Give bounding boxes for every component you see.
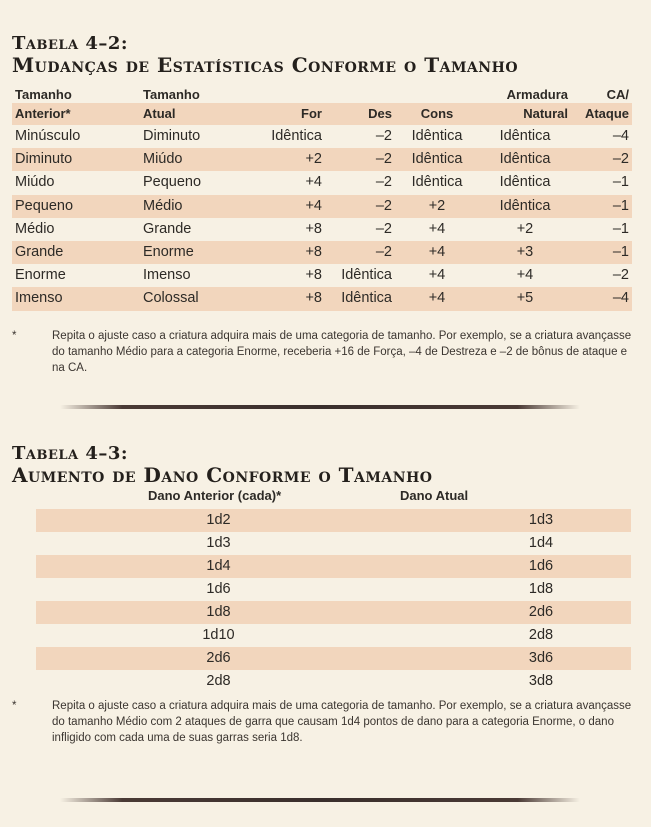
previous-damage-cell: 1d8 (206, 604, 231, 620)
previous-damage-cell: 1d4 (206, 558, 231, 574)
table-cell: –2 (375, 220, 392, 237)
previous-damage-cell: 1d3 (206, 535, 231, 551)
table-cell: –1 (612, 174, 629, 191)
section-divider (60, 798, 580, 804)
table-row (36, 555, 631, 578)
col-header-top: Tamanho (15, 87, 72, 102)
col-header-str: For (240, 103, 325, 125)
table-cell: Colossal (143, 290, 199, 307)
table-cell: –2 (375, 197, 392, 214)
table-cell: +4 (428, 244, 446, 261)
table-cell: +2 (305, 151, 322, 168)
table-row (36, 601, 631, 624)
current-damage-cell: 1d4 (528, 535, 554, 551)
footnote-marker: * (12, 700, 17, 712)
table-cell: Imenso (15, 290, 63, 307)
table-row (12, 264, 632, 287)
footnote-text: Repita o ajuste caso a criatura adquira mais de uma categoria de tamanho. Por exemplo, se a criatura avançasse do tamanho Médio com 2 ataques de garra que causam 1d4 pontos de dano para a categoria Enorme, o dano infligido com cada uma de suas garras seria 1d8. (52, 700, 632, 744)
table-cell: –4 (612, 290, 629, 307)
table-cell: +2 (516, 220, 534, 237)
table-cell: –2 (375, 151, 392, 168)
current-damage-cell: 1d6 (528, 558, 554, 574)
table-cell: Idêntica (411, 128, 463, 144)
col-header-top: Tamanho (143, 87, 200, 102)
previous-damage-cell: 2d6 (206, 650, 231, 666)
table-cell: Médio (143, 197, 183, 214)
col-header-natural-armor: Natural (479, 103, 571, 125)
table-cell: Pequeno (15, 197, 74, 214)
table-cell: –2 (375, 128, 392, 144)
table-header-row (12, 103, 632, 125)
table-cell: –2 (375, 244, 392, 261)
table-cell: Grande (15, 244, 64, 261)
damage-increase-table (36, 509, 631, 693)
col-header-con: Cons (395, 103, 479, 125)
table-cell: +4 (428, 220, 446, 237)
previous-damage-cell: 1d6 (206, 581, 231, 597)
table-row (12, 287, 632, 310)
col-header-top (395, 86, 479, 103)
table-cell: +2 (428, 197, 446, 214)
table-cell: Minúsculo (15, 128, 81, 144)
table-row (12, 195, 632, 218)
previous-damage-cell: 1d10 (202, 627, 235, 643)
table-cell: +5 (516, 290, 534, 307)
table-4-3-title (12, 444, 433, 486)
table-cell: –1 (612, 220, 629, 237)
table-row (12, 218, 632, 241)
table-cell: Idêntica (341, 290, 392, 307)
table-row (12, 241, 632, 264)
table-cell: Idêntica (411, 174, 463, 191)
table-cell: Médio (15, 220, 55, 237)
table-cell: +8 (305, 244, 322, 261)
col-header-top (240, 86, 325, 103)
table-4-2-title (12, 34, 518, 76)
table-header-row (12, 86, 632, 103)
table-cell: Diminuto (143, 128, 201, 144)
footnote-text: Repita o ajuste caso a criatura adquira mais de uma categoria de tamanho. Por exemplo, se a criatura avançasse do tamanho Médio para a categoria Enorme, receberia +16 de Força, –4 de Destreza e –2 de bônus de ataque e na CA. (52, 330, 632, 374)
col-header-top (325, 86, 395, 103)
table-cell: +4 (305, 174, 322, 191)
table-4-2-heading: Mudanças de Estatísticas Conforme o Tamanho (12, 53, 519, 77)
table-cell: +8 (305, 220, 322, 237)
current-damage-cell: 1d3 (528, 512, 554, 528)
col-header-dex: Des (325, 103, 395, 125)
table-cell: –4 (612, 128, 629, 144)
col-header-previous-damage: Dano Anterior (cada)* (148, 488, 282, 503)
col-header-ac-attack: Ataque (571, 103, 632, 125)
table-cell: +8 (305, 290, 322, 307)
table-cell: +8 (305, 267, 322, 284)
current-damage-cell: 3d8 (528, 673, 554, 689)
table-cell: –2 (612, 151, 629, 168)
table-cell: Idêntica (499, 128, 551, 144)
col-header-current-damage: Dano Atual (400, 488, 469, 503)
damage-table-header (0, 488, 651, 508)
table-cell: Idêntica (499, 151, 551, 168)
table-row (36, 670, 631, 693)
table-cell: +4 (428, 267, 446, 284)
table-cell: Grande (143, 220, 192, 237)
previous-damage-cell: 2d8 (206, 673, 231, 689)
table-row (36, 624, 631, 647)
current-damage-cell: 2d8 (528, 627, 554, 643)
table-cell: Enorme (143, 244, 194, 261)
table-row (36, 532, 631, 555)
table-4-3-number: Tabela 4–3: (12, 443, 129, 464)
table-cell: Diminuto (15, 151, 73, 168)
table-row (12, 125, 632, 148)
footnote-marker: * (12, 330, 17, 342)
previous-damage-cell: 1d2 (206, 512, 231, 528)
table-cell: Pequeno (143, 174, 202, 191)
col-header-top: Armadura (506, 87, 568, 102)
table-4-3-heading: Aumento de Dano Conforme o Tamanho (12, 463, 433, 487)
table-cell: Idêntica (499, 174, 551, 191)
table-row (36, 578, 631, 601)
current-damage-cell: 3d6 (528, 650, 554, 666)
table-cell: +4 (516, 267, 534, 284)
table-row (12, 171, 632, 194)
table-cell: –1 (612, 197, 629, 214)
table-cell: Imenso (143, 267, 191, 284)
section-divider (60, 405, 580, 411)
table-cell: Enorme (15, 267, 66, 284)
table-cell: +4 (428, 290, 446, 307)
table-row (36, 509, 631, 532)
table-cell: –1 (612, 244, 629, 261)
table-cell: Idêntica (271, 128, 322, 144)
table-cell: Miúdo (143, 151, 183, 168)
table-cell: +4 (305, 197, 322, 214)
table-4-3-footnote (12, 698, 632, 746)
table-cell: +3 (516, 244, 534, 261)
col-header-top: CA/ (606, 87, 629, 102)
table-row (36, 647, 631, 670)
current-damage-cell: 2d6 (528, 604, 554, 620)
table-4-2-footnote (12, 328, 632, 376)
table-4-2-number: Tabela 4–2: (12, 33, 129, 54)
table-cell: Idêntica (411, 151, 463, 168)
table-cell: –2 (375, 174, 392, 191)
size-stat-changes-table (12, 86, 632, 311)
table-row (12, 148, 632, 171)
table-cell: Idêntica (499, 197, 551, 214)
col-header-current-size: Atual (140, 103, 240, 125)
col-header-previous-size: Anterior* (12, 103, 140, 125)
table-cell: Miúdo (15, 174, 55, 191)
current-damage-cell: 1d8 (528, 581, 554, 597)
table-cell: –2 (612, 267, 629, 284)
table-cell: Idêntica (341, 267, 392, 284)
